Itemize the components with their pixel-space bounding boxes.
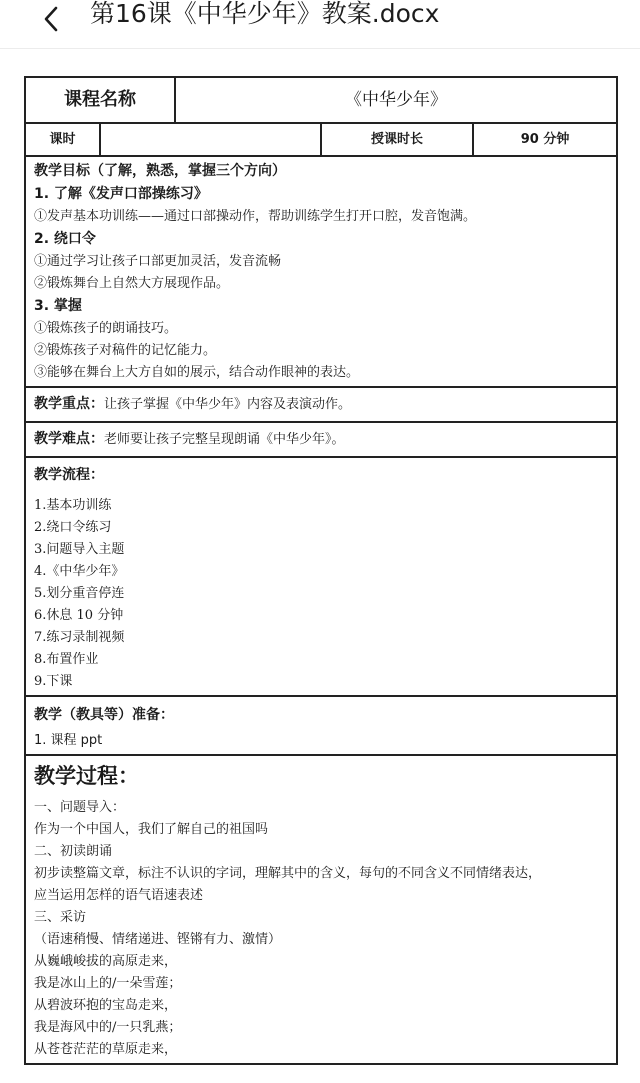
- process-line: 二、初读朗诵: [34, 844, 113, 859]
- process-line: （语速稍慢、情绪递进、铿锵有力、激情）: [34, 932, 282, 947]
- difficulty-label: 教学难点：: [34, 431, 104, 447]
- flow-item: 7.练习录制视频: [34, 630, 125, 645]
- period-label: 课时: [25, 123, 100, 156]
- objective-2-item: ①通过学习让孩子口部更加灵活，发音流畅: [34, 254, 282, 269]
- objective-3-item: ③能够在舞台上大方自如的展示，结合动作眼神的表达。: [34, 365, 360, 380]
- objectives-cell: [25, 156, 617, 387]
- objective-1-title: 1. 了解《发声口部操练习》: [34, 186, 208, 202]
- preparation-label: 教学（教具等）准备：: [34, 707, 174, 723]
- difficulty-cell: [25, 422, 617, 457]
- period-value: [100, 123, 321, 156]
- objective-3-item: ①锻炼孩子的朗诵技巧。: [34, 321, 178, 336]
- process-line: 三、采访: [34, 910, 87, 925]
- lesson-plan-table: [24, 76, 618, 1065]
- flow-item: 6.休息 10 分钟: [34, 608, 124, 623]
- objectives-heading: 教学目标（了解，熟悉，掌握三个方向）: [34, 163, 286, 179]
- process-line: 初步读整篇文章，标注不认识的字词，理解其中的含义，每句的不同含义不同情绪表达，: [34, 866, 542, 881]
- flow-item: 1.基本功训练: [34, 498, 112, 513]
- teaching-process-heading: 教学过程：: [34, 764, 139, 788]
- course-name-label: 课程名称: [25, 77, 175, 123]
- process-line: 从巍峨峻拔的高原走来，: [34, 954, 178, 969]
- flow-item: 8.布置作业: [34, 652, 99, 667]
- preparation-item: 1. 课程 ppt: [34, 733, 103, 748]
- process-line: 我是海风中的/一只乳燕；: [34, 1020, 182, 1035]
- objective-3-item: ②锻炼孩子对稿件的记忆能力。: [34, 343, 217, 358]
- flow-item: 4.《中华少年》: [34, 564, 125, 579]
- teaching-process-cell: [25, 755, 617, 1064]
- key-point-text: 让孩子掌握《中华少年》内容及表演动作。: [104, 397, 352, 412]
- process-line: 从碧波环抱的宝岛走来，: [34, 998, 178, 1013]
- process-line: 一、问题导入：: [34, 800, 126, 815]
- key-point-cell: [25, 387, 617, 422]
- objective-2-title: 2. 绕口令: [34, 231, 96, 247]
- duration-value: 90 分钟: [473, 123, 617, 156]
- process-line: 应当运用怎样的语气语速表述: [34, 888, 204, 903]
- chevron-left-icon: [38, 4, 66, 34]
- preparation-cell: [25, 696, 617, 755]
- flow-item: 2.绕口令练习: [34, 520, 112, 535]
- process-line: 我是冰山上的/一朵雪莲；: [34, 976, 182, 991]
- flow-item: 9.下课: [34, 674, 73, 689]
- process-flow-label: 教学流程：: [34, 467, 104, 483]
- key-point-label: 教学重点：: [34, 396, 104, 412]
- objective-3-title: 3. 掌握: [34, 298, 82, 314]
- objective-1-item: ①发声基本功训练——通过口部操动作，帮助训练学生打开口腔，发音饱满。: [34, 209, 477, 224]
- process-line: 作为一个中国人，我们了解自己的祖国吗: [34, 822, 269, 837]
- back-button[interactable]: [38, 4, 66, 34]
- flow-item: 3.问题导入主题: [34, 542, 125, 557]
- document-title: 第16课《中华少年》教案.docx: [90, 0, 440, 28]
- course-name-value: 《中华少年》: [175, 77, 617, 123]
- process-flow-cell: [25, 457, 617, 696]
- objective-2-item: ②锻炼舞台上自然大方展现作品。: [34, 276, 230, 291]
- duration-label: 授课时长: [321, 123, 473, 156]
- process-line: 从苍苍茫茫的草原走来，: [34, 1042, 178, 1057]
- flow-item: 5.划分重音停连: [34, 586, 125, 601]
- app-header: [0, 0, 640, 49]
- difficulty-text: 老师要让孩子完整呈现朗诵《中华少年》。: [104, 432, 345, 447]
